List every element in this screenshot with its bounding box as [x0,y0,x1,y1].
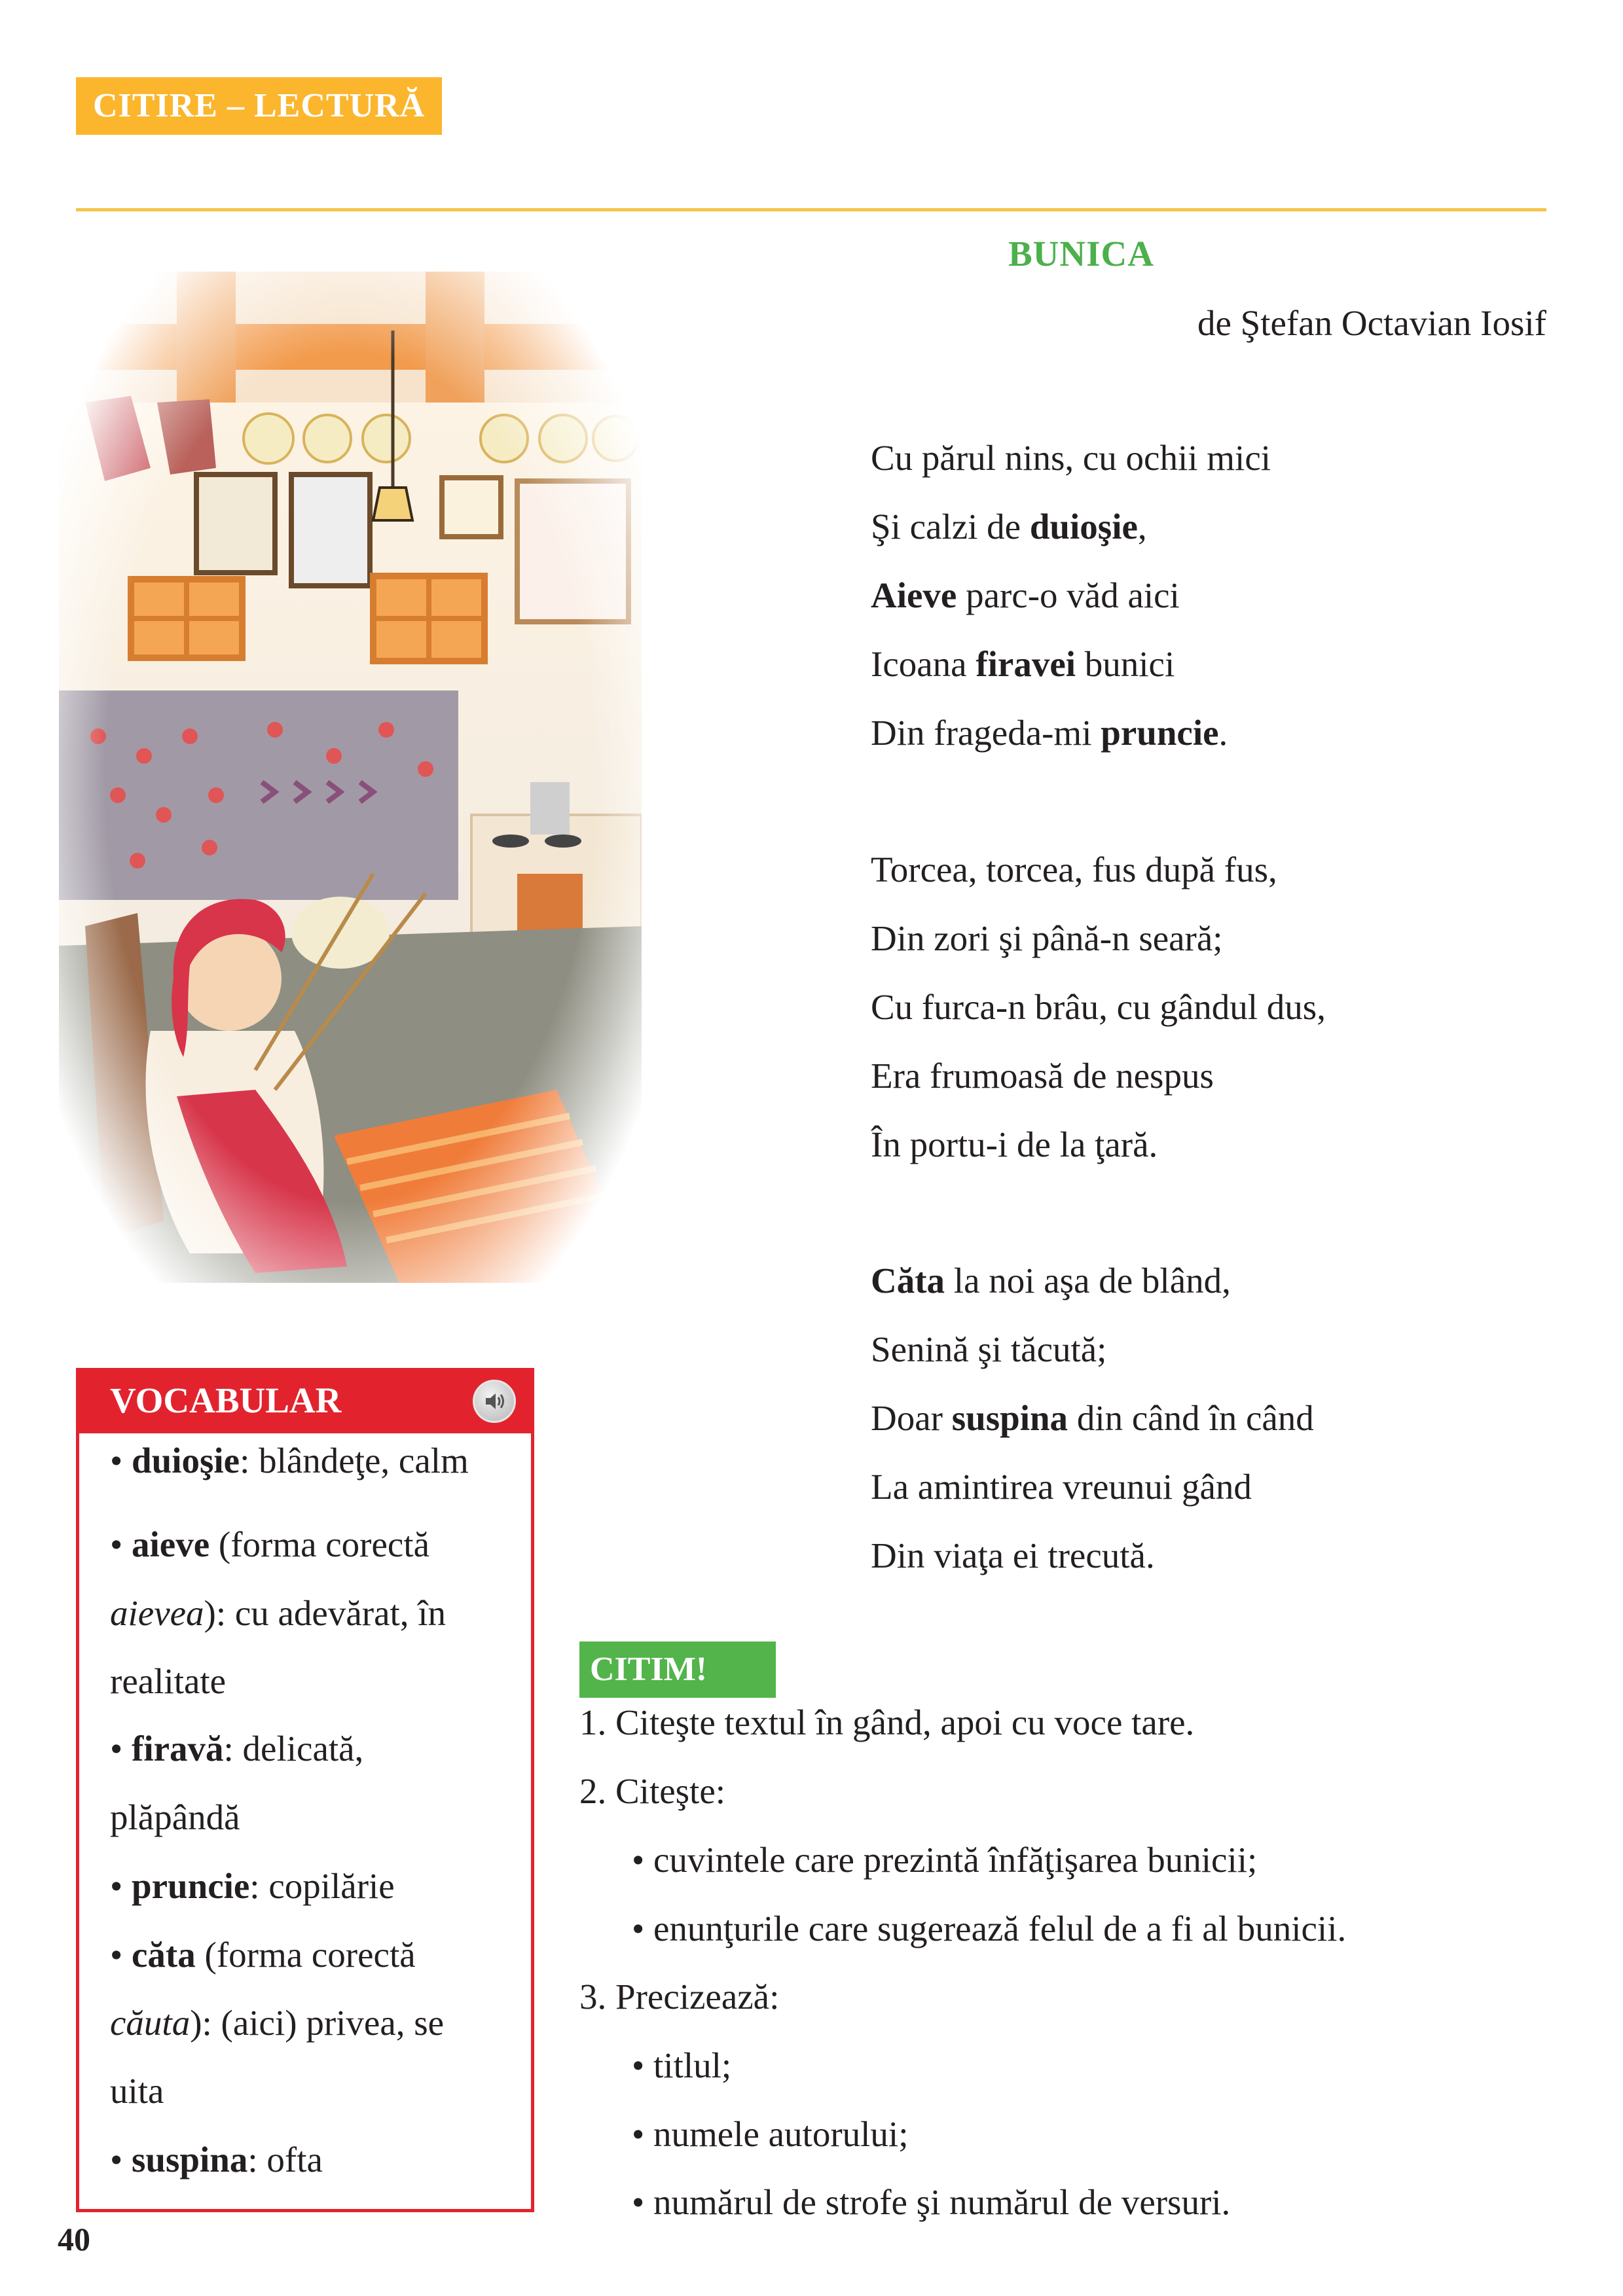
vocabulary-line [110,1728,363,1769]
poem-verse [871,918,1223,959]
vocabulary-line [110,2070,164,2111]
vocabulary-definition: : copilărie [249,1866,395,1906]
vocabulary-definition: (forma corectă [210,1524,430,1564]
page-number: 40 [58,2221,90,2257]
vocabulary-definition: (forma corectă [195,1935,416,1975]
verse-text: , [1137,507,1147,547]
grandmother-illustration [59,272,642,1283]
vocabulary-line [110,1865,395,1907]
citim-task: 1. Citeşte textul în gând, apoi cu voce tare. [579,1702,1195,1742]
poem-verse [871,1329,1106,1370]
verse-text: Cu părul nins, cu ochii mici [871,438,1271,478]
verse-text: Din zori şi până-n seară; [871,918,1223,958]
poem-verse [871,1055,1214,1096]
bullet: • [110,1441,132,1480]
vocabulary-term: pruncie [132,1866,250,1906]
verse-text: Icoana [871,644,976,684]
vocabulary-term: aieve [132,1524,210,1564]
verse-text: Din frageda-mi [871,713,1101,753]
poem-verse [871,986,1326,1028]
vocabulary-term: firavă [132,1729,224,1768]
vocabulary-line [110,2002,444,2043]
vocabulary-line [110,2139,323,2180]
verse-text: din când în când [1068,1398,1314,1438]
verse-keyword: duioşie [1029,507,1138,547]
vocabulary-correct-form: căuta [110,2003,191,2043]
poem-verse [871,712,1228,753]
vocabulary-definition: plăpândă [110,1797,240,1837]
poem-author: de Ştefan Octavian Iosif [1197,303,1546,343]
vocabulary-line [110,1660,226,1702]
verse-text: bunici [1076,644,1175,684]
verse-text: Era frumoasă de nespus [871,1056,1214,1096]
vocabulary-line [110,1524,429,1565]
bullet: • [110,1524,132,1564]
poem-verse [871,437,1271,478]
vocabulary-definition: : ofta [247,2140,323,2179]
verse-text: la noi aşa de blând, [945,1261,1231,1300]
bullet: • [110,2140,132,2179]
verse-keyword: firavei [976,644,1076,684]
verse-text: Doar [871,1398,952,1438]
verse-text: Senină şi tăcută; [871,1329,1107,1369]
verse-text: Şi calzi de [871,507,1030,547]
poem-verse [871,1260,1231,1301]
citim-task: • numele autorului; [632,2114,909,2154]
verse-text: Cu furca-n brâu, cu gândul dus, [871,987,1326,1027]
header-divider [76,208,1546,211]
verse-text: . [1218,713,1228,753]
citim-task: 3. Precizează: [579,1977,780,2017]
vocabulary-definition: realitate [110,1661,227,1701]
citim-label: CITIM! [579,1641,776,1698]
vocabulary-definition: ): cu adevărat, în [204,1593,447,1633]
vocabulary-header: VOCABULAR [76,1368,534,1433]
verse-keyword: Aieve [871,575,957,615]
vocabulary-definition: ): (aici) privea, se [190,2003,445,2043]
vocabulary-line [110,1592,446,1634]
vocabulary-term: căta [132,1935,196,1975]
poem-verse [871,1535,1155,1576]
vocabulary-line [110,1440,469,1481]
poem-verse [871,1466,1252,1507]
citim-task: • numărul de strofe şi numărul de versuri. [632,2182,1231,2222]
poem-verse [871,506,1147,547]
vocabulary-line [110,1797,240,1838]
poem-verse [871,1124,1158,1165]
citim-task: 2. Citeşte: [579,1771,726,1811]
vocabulary-correct-form: aievea [110,1593,204,1633]
poem-verse [871,1397,1314,1439]
verse-keyword: Căta [871,1261,945,1300]
verse-keyword: pruncie [1101,713,1219,753]
verse-text: Torcea, torcea, fus după fus, [871,850,1277,889]
verse-keyword: suspina [951,1398,1068,1438]
vocabulary-term: suspina [132,2140,248,2179]
poem-verse [871,849,1277,890]
vocabulary-definition: : blândeţe, calm [240,1441,469,1480]
poem-verse [871,575,1180,616]
citim-task: • enunţurile care sugerează felul de a fi al bunicii. [632,1909,1347,1948]
vocabulary-definition: : delicată, [223,1729,364,1768]
verse-text: parc-o văd aici [957,575,1180,615]
citim-task: • cuvintele care prezintă înfăţişarea bunicii; [632,1840,1258,1880]
poem-verse [871,643,1175,685]
vocabulary-line [110,1934,416,1975]
speaker-icon[interactable] [473,1380,516,1423]
poem-title: BUNICA [1008,234,1154,274]
bullet: • [110,1729,132,1768]
bullet: • [110,1866,132,1906]
bullet: • [110,1935,132,1975]
vocabulary-definition: uita [110,2071,164,2111]
vocabulary-term: duioşie [132,1441,240,1480]
citim-task: • titlul; [632,2045,732,2085]
verse-text: În portu-i de la ţară. [871,1124,1158,1164]
section-label: CITIRE – LECTURĂ [76,77,442,135]
verse-text: La amintirea vreunui gând [871,1467,1252,1507]
verse-text: Din viaţa ei trecută. [871,1535,1155,1575]
